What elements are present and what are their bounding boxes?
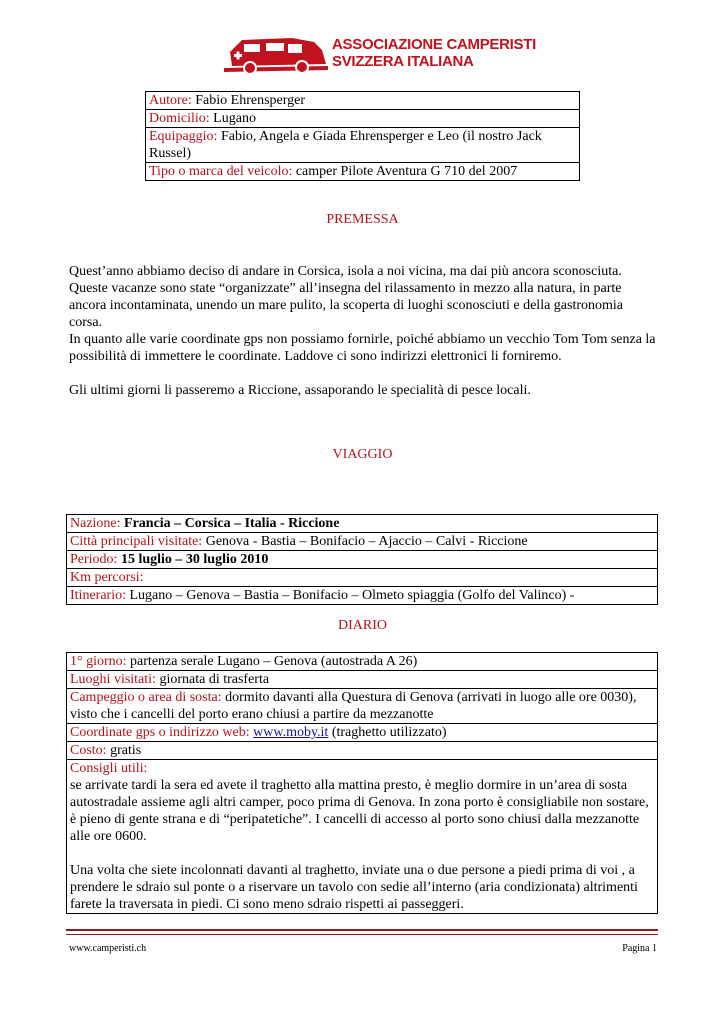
field-value: camper Pilote Aventura G 710 del 2007	[292, 164, 518, 179]
cities-row	[67, 533, 658, 551]
field-label: Tipo o marca del veicolo:	[149, 164, 293, 179]
day-row	[67, 653, 658, 671]
field-value: partenza serale Lugano – Genova (autostrada A 26)	[126, 654, 418, 669]
km-row	[67, 569, 658, 587]
field-value: Fabio Ehrensperger	[191, 93, 306, 108]
association-logo	[222, 30, 536, 80]
field-label: Km percorsi:	[70, 570, 144, 585]
footer-website: www.camperisti.ch	[69, 943, 147, 954]
author-table	[145, 91, 580, 181]
tips-paragraph-1: se arrivate tardi la sera ed avete il traghetto alla mattina presto, è meglio dormire in un’area di sosta autostradale assieme agli altri camper, poco prima di Genova. In zona porto è consigliabile non sostare, è pieno di gente strana e di “peripatetiche”. I cancelli di accesso al porto sono chiusi dalla mezzanotte alle ore 0600.	[70, 778, 649, 844]
premessa-paragraph-2: In quanto alle varie coordinate gps non possiamo fornirle, poiché abbiamo un vecchio Tom Tom senza la possibilità di immettere le coordinate. Laddove ci sono indirizzi elettronici li forniremo.	[69, 332, 656, 364]
premessa-paragraph-1: Quest’anno abbiamo deciso di andare in Corsica, isola a noi vicina, ma dai più ancora sconosciuta. Queste vacanze sono state “organizzate” all’insegna del rilassamento in mezzo alla natura, in parte ancora incontaminata, unendo un mare pulito, la scoperta di luoghi sconosciuti e della gastronomia corsa.	[69, 264, 624, 330]
field-value: (traghetto utilizzato)	[328, 725, 447, 740]
field-label: Coordinate gps o indirizzo web:	[70, 725, 250, 740]
coordinates-row	[67, 724, 658, 742]
places-row	[67, 671, 658, 689]
field-value: Fabio, Angela e Giada Ehrensperger e Leo (il nostro Jack Russel)	[149, 129, 542, 161]
field-label: Luoghi visitati:	[70, 672, 156, 687]
footer-divider	[66, 929, 658, 931]
field-value: Francia – Corsica – Italia - Riccione	[120, 516, 340, 531]
diary-table	[66, 652, 658, 914]
field-label: Periodo:	[70, 552, 118, 567]
country-row	[67, 515, 658, 533]
premessa-paragraph-3: Gli ultimi giorni li passeremo a Riccione, assaporando le specialità di pesce locali.	[69, 383, 531, 398]
logo-line-2: SVIZZERA ITALIANA	[332, 53, 474, 70]
crew-row	[146, 128, 580, 163]
field-label: Nazione:	[70, 516, 121, 531]
camper-icon	[222, 30, 332, 80]
field-value: Genova - Bastia – Bonifacio – Ajaccio – Calvi - Riccione	[202, 534, 528, 549]
viaggio-heading: VIAGGIO	[332, 447, 393, 462]
cost-row	[67, 742, 658, 760]
author-row	[146, 92, 580, 110]
field-value: Lugano	[209, 111, 256, 126]
field-value: 15 luglio – 30 luglio 2010	[117, 552, 269, 567]
field-label: Domicilio:	[149, 111, 210, 126]
footer-divider	[66, 934, 658, 935]
tips-paragraph-2: Una volta che siete incolonnati davanti al traghetto, inviate una o due persone a piedi prima di voi , a prendere le sdraio sul ponte o a riservare un tavolo con sedie all’interno (aria condizionata) altrimenti farete la traversata in piedi. Ci sono meno sdraio rispetti ai passeggeri.	[70, 863, 638, 912]
period-row	[67, 551, 658, 569]
field-value: Lugano – Genova – Bastia – Bonifacio – Olmeto spiaggia (Golfo del Valinco) -	[125, 588, 575, 603]
diario-heading: DIARIO	[338, 618, 387, 633]
field-label: Città principali visitate:	[70, 534, 203, 549]
field-label: Consigli utili:	[70, 761, 148, 776]
logo-line-1: ASSOCIAZIONE CAMPERISTI	[332, 36, 536, 53]
field-label: Itinerario:	[70, 588, 126, 603]
domicile-row	[146, 110, 580, 128]
premessa-text	[69, 263, 659, 399]
tips-row	[67, 760, 658, 914]
field-value: giornata di trasferta	[155, 672, 270, 687]
camping-row	[67, 689, 658, 724]
premessa-heading: PREMESSA	[326, 212, 399, 227]
field-value: dormito davanti alla Questura di Genova (arrivati in luogo alle ore 0030), visto che i cancelli del porto erano chiusi a partire da mezzanotte	[70, 690, 637, 722]
page-number: Pagina 1	[622, 943, 657, 954]
field-label: Equipaggio:	[149, 129, 218, 144]
field-label: 1° giorno:	[70, 654, 127, 669]
field-label: Autore:	[149, 93, 192, 108]
itinerary-row	[67, 587, 658, 605]
field-label: Costo:	[70, 743, 107, 758]
field-label: Campeggio o area di sosta:	[70, 690, 222, 705]
logo-text	[332, 36, 536, 70]
vehicle-row	[146, 163, 580, 181]
moby-link[interactable]: www.moby.it	[253, 725, 329, 740]
field-value: gratis	[106, 743, 142, 758]
trip-table	[66, 514, 658, 605]
